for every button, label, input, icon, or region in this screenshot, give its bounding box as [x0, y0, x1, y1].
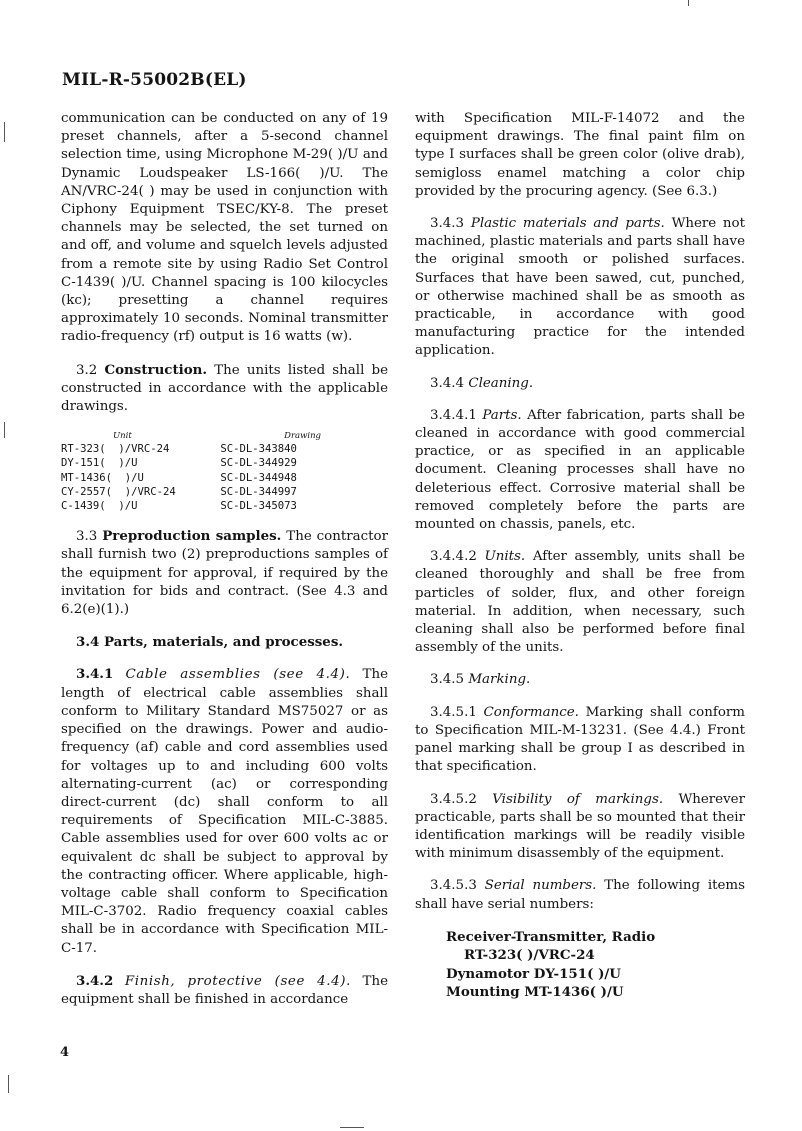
table-row: [61, 471, 321, 485]
section-title: Finish, protective (see 4.4).: [124, 973, 351, 989]
section-number: 3.2: [76, 362, 98, 378]
section-number: 3.4.4: [430, 375, 465, 391]
unit-cell: C-1439( )/U: [61, 500, 138, 513]
column-header-unit: Unit: [113, 431, 132, 442]
paragraph: with Specification MIL-F-14072 and the equipment drawings. The final paint film on type I surfaces shall be green color (olive drab), semigloss enamel matching a color chip provided by the procuring agency. (See 6.3.): [415, 111, 745, 199]
section-text: Wherever practicable, parts shall be so mounted that their identification markings will be readily visible with minimum disassembly of the equipment.: [415, 791, 745, 862]
section-number: 3.4.5.3: [430, 878, 477, 894]
section-number: 3.4.4.2: [430, 549, 477, 565]
section-title: Cleaning.: [468, 375, 534, 391]
drawing-cell: SC-DL-344929: [220, 457, 297, 470]
section-title: Units.: [484, 549, 526, 565]
section-title: Parts, materials, and processes.: [103, 634, 344, 651]
table-row: [61, 456, 321, 470]
section-title: Serial numbers.: [484, 878, 597, 894]
scan-mark: [688, 0, 689, 6]
section-text: After fabrication, parts shall be cleaned in accordance with good commercial practice, or as specified in an applicable document. Cleaning processes shall have no deleterious effect. Corrosive material shall be removed completely before the parts are mounted on chassis, panels, etc.: [415, 407, 745, 533]
section-text: The units listed shall be constructed in accordance with the applicable drawings.: [61, 362, 388, 415]
right-column: [415, 110, 745, 1002]
scan-mark: [4, 422, 5, 438]
unit-cell: MT-1436( )/U: [61, 471, 144, 484]
section-3-4-3: [415, 215, 745, 361]
table-row: [61, 499, 321, 513]
section-3-4-5: [415, 671, 745, 689]
section-text: After assembly, units shall be cleaned thoroughly and shall be free from particles of solder, flux, and other foreign material. In addition, when necessary, such cleaning shall also be performed before final assembly of the units.: [415, 549, 745, 656]
section-3-4: [61, 633, 388, 651]
section-number: 3.4.5.1: [430, 704, 477, 720]
section-text: Marking shall conform to Specification MIL-M-13231. (See 4.4.) Front panel marking shall be group I as described in that specification.: [415, 704, 745, 775]
table-row: [61, 442, 321, 456]
section-number: 3.4.1: [76, 666, 114, 683]
section-title: Construction.: [104, 361, 208, 378]
section-number: 3.4.5.2: [430, 791, 477, 807]
scan-mark: [340, 1127, 364, 1128]
page-number: 4: [60, 1045, 70, 1060]
section-title: Preproduction samples.: [102, 528, 282, 545]
document-id: MIL-R-55002B(EL): [62, 70, 247, 90]
section-title: Visibility of markings.: [492, 791, 664, 807]
section-3-4-4-1: [415, 407, 745, 534]
section-title: Plastic materials and parts.: [470, 216, 665, 232]
list-item: Receiver-Transmitter, Radio: [446, 928, 656, 945]
column-header-drawing: Drawing: [284, 431, 321, 442]
left-column: [61, 110, 388, 1023]
section-number: 3.4.5: [430, 672, 465, 688]
drawing-cell: SC-DL-344997: [220, 485, 297, 498]
section-title: Cable assemblies (see 4.4).: [125, 667, 351, 683]
unit-cell: CY-2557( )/VRC-24: [61, 485, 176, 498]
serial-number-list: [446, 928, 745, 1002]
section-number: 3.4: [76, 634, 100, 651]
section-3-4-5-1: [415, 704, 745, 777]
section-3-2: [61, 361, 388, 417]
section-3-4-1: [61, 665, 388, 957]
section-3-4-5-3: [415, 877, 745, 913]
section-3-4-4-2: [415, 548, 745, 657]
drawing-cell: SC-DL-345073: [220, 500, 297, 513]
scan-mark: [4, 122, 5, 142]
paragraph: communication can be conducted on any of 19 preset channels, after a 5-second channel selection time, using Microphone M-29( )/U and Dynamic Loudspeaker LS-166( )/U. The AN/VRC-24( ) may be used in conjunction with Ciphony Equipment TSEC/KY-8. The preset channels may be selected, the set turned on and off, and volume and squelch levels adjusted from a remote site by using Radio Set Control C-1439( )/U. Channel spacing is 100 kilocycles (kc); presetting a channel requires approximately 10 seconds. Nominal transmitter radio-frequency (rf) output is 16 watts (w).: [61, 111, 388, 345]
scan-mark: [8, 1075, 9, 1093]
section-text: The equipment shall be finished in accordance: [61, 973, 388, 1007]
section-text: The contractor shall furnish two (2) preproductions samples of the equipment for approval, if required by the invitation for bids and contract. (See 4.3 and 6.2(e)(1).): [61, 529, 388, 618]
list-item: Mounting MT-1436( )/U: [446, 984, 624, 1001]
section-number: 3.3: [76, 529, 98, 545]
section-number: 3.4.4.1: [430, 407, 477, 423]
section-3-4-4: [415, 375, 745, 393]
section-title: Parts.: [482, 407, 522, 423]
unit-cell: RT-323( )/VRC-24: [61, 443, 170, 456]
section-title: Marking.: [468, 672, 531, 688]
section-3-4-5-2: [415, 791, 745, 864]
drawing-cell: SC-DL-343840: [220, 443, 297, 456]
list-item: RT-323( )/VRC-24: [464, 947, 595, 964]
table-row: [61, 485, 321, 499]
section-text: The following items shall have serial numbers:: [415, 878, 745, 912]
section-3-3: [61, 527, 388, 619]
section-text: Where not machined, plastic materials and parts shall have the original smooth or polished surfaces. Surfaces that have been sawed, cut, punched, or otherwise machined shall be as smooth as practicable, in accordance with good manufacturing practice for the intended application.: [415, 216, 746, 359]
unit-cell: DY-151( )/U: [61, 457, 138, 470]
section-number: 3.4.3: [430, 216, 465, 232]
list-item: Dynamotor DY-151( )/U: [446, 965, 621, 982]
section-text: The length of electrical cable assemblies shall conform to Military Standard MS75027 or as specified on the drawings. Power and audio-frequency (af) cable and cord assemblies used for voltages up to and including 600 volts alternating-current (ac) or corresponding direct-current (dc) shall conform to all requirements of Specification MIL-C-3885. Cable assemblies used for over 600 volts ac or equivalent dc shall be subject to approval by the contracting officer. Where applicable, high-voltage cable shall conform to Specification MIL-C-3702. Radio frequency coaxial cables shall be in accordance with Specification MIL-C-17.: [61, 667, 388, 956]
section-title: Conformance.: [483, 704, 579, 720]
drawing-cell: SC-DL-344948: [220, 471, 297, 484]
unit-drawing-table: [61, 430, 321, 513]
section-number: 3.4.2: [76, 972, 114, 989]
section-3-4-2: [61, 972, 388, 1009]
